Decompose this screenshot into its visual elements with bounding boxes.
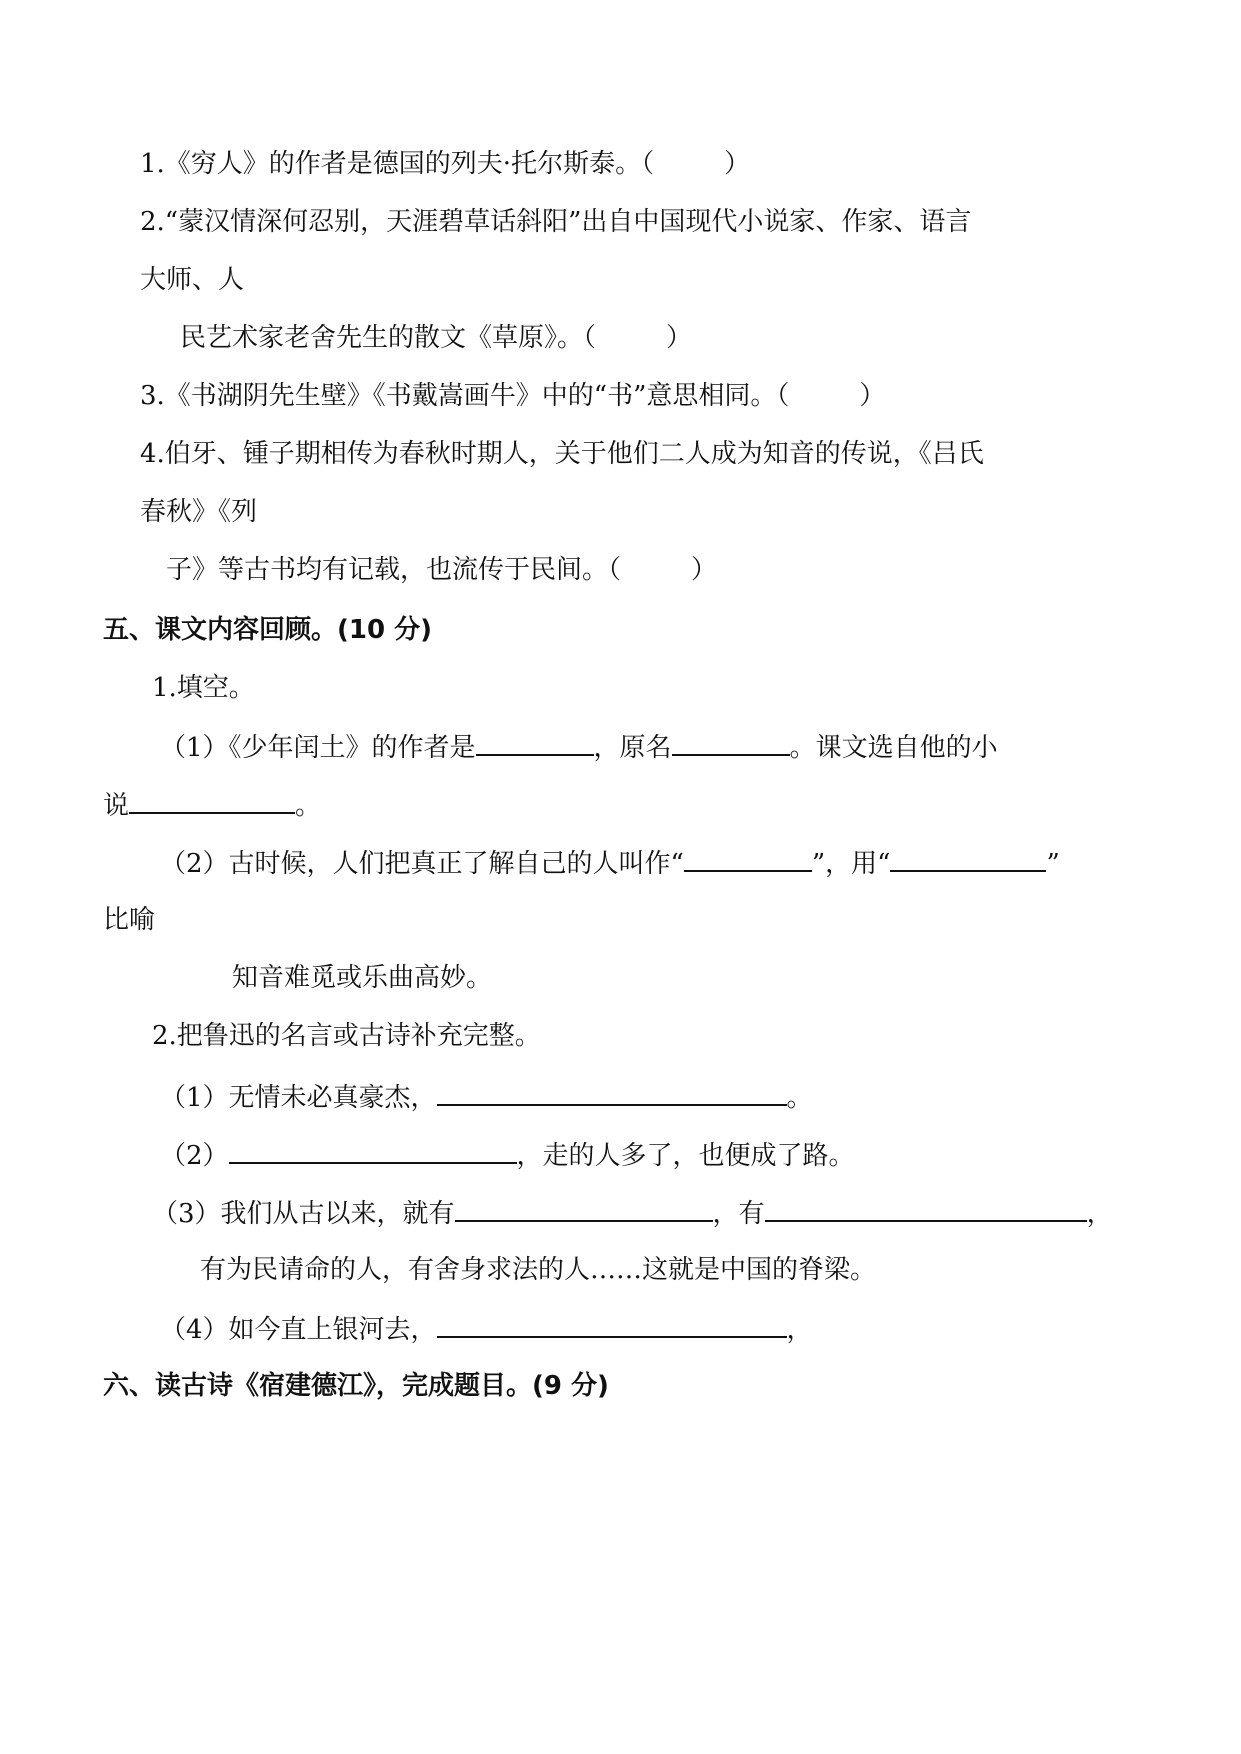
poem-item4: （4）如今直上银河去， ， [160,1310,813,1348]
fill-title: 1.填空。 [152,673,255,703]
original-name-blank[interactable] [672,728,790,756]
poem-title: 2.把鲁迅的名言或古诗补充完整。 [152,1021,541,1051]
poem1-blank[interactable] [437,1078,787,1106]
judge-q4-line1: 4.伯牙、锺子期相传为春秋时期人，关于他们二人成为知音的传说，《吕氏 [140,439,984,469]
poem-item3-line1: （3）我们从古以来，就有 ，有 ， [152,1194,1113,1232]
judge-q2-line1: 2.“蒙汉情深何忍别，天涯碧草话斜阳”出自中国现代小说家、作家、语言 [140,207,972,237]
novel-blank[interactable] [129,786,295,814]
fill-item1-line2: 说 。 [103,786,321,824]
poem3-blank-b[interactable] [765,1194,1087,1222]
poem2-blank[interactable] [229,1136,517,1164]
zhiyin-blank[interactable] [684,844,812,872]
section5-title: 五、课文内容回顾。(10 分) [103,615,432,645]
poem-item3-line2: 有为民请命的人，有舍身求法的人……这就是中国的脊梁。 [200,1255,877,1285]
judge-q3: 3.《书湖阴先生壁》《书戴嵩画牛》中的“书”意思相同。（ ） [140,381,886,411]
section6-title: 六、读古诗《宿建德江》，完成题目。(9 分) [103,1371,609,1401]
poem-item2: （2） ，走的人多了，也便成了路。 [160,1136,855,1174]
judge-q4-line2: 春秋》《列 [140,497,258,527]
judge-q1 [140,146,750,182]
fill-item2-line2: 比喻 [103,905,156,935]
fill-item2-line1: （2）古时候，人们把真正了解自己的人叫作“ ”，用“ ” [160,844,1060,882]
fill-item2-line3: 知音难觅或乐曲高妙。 [232,963,493,993]
judge-q4-line3: 子》等古书均有记载，也流传于民间。（ ） [166,555,718,585]
poem3-blank-a[interactable] [455,1194,713,1222]
judge-q2-line2: 大师、人 [140,265,245,295]
poem4-blank[interactable] [437,1310,787,1338]
judge-q2-line3: 民艺术家老舍先生的散文《草原》。（ ） [180,323,693,353]
author-blank[interactable] [476,728,594,756]
fill-item1-line1: （1）《少年闰土》的作者是 ，原名 。课文选自他的小 [160,728,998,766]
poem-item1: （1）无情未必真豪杰， 。 [160,1078,813,1116]
judge-q1-text: 1.《穷人》的作者是德国的列夫·托尔斯泰。（ [140,149,655,179]
judge-q1-close: ） [724,149,751,179]
metaphor-blank[interactable] [890,844,1046,872]
